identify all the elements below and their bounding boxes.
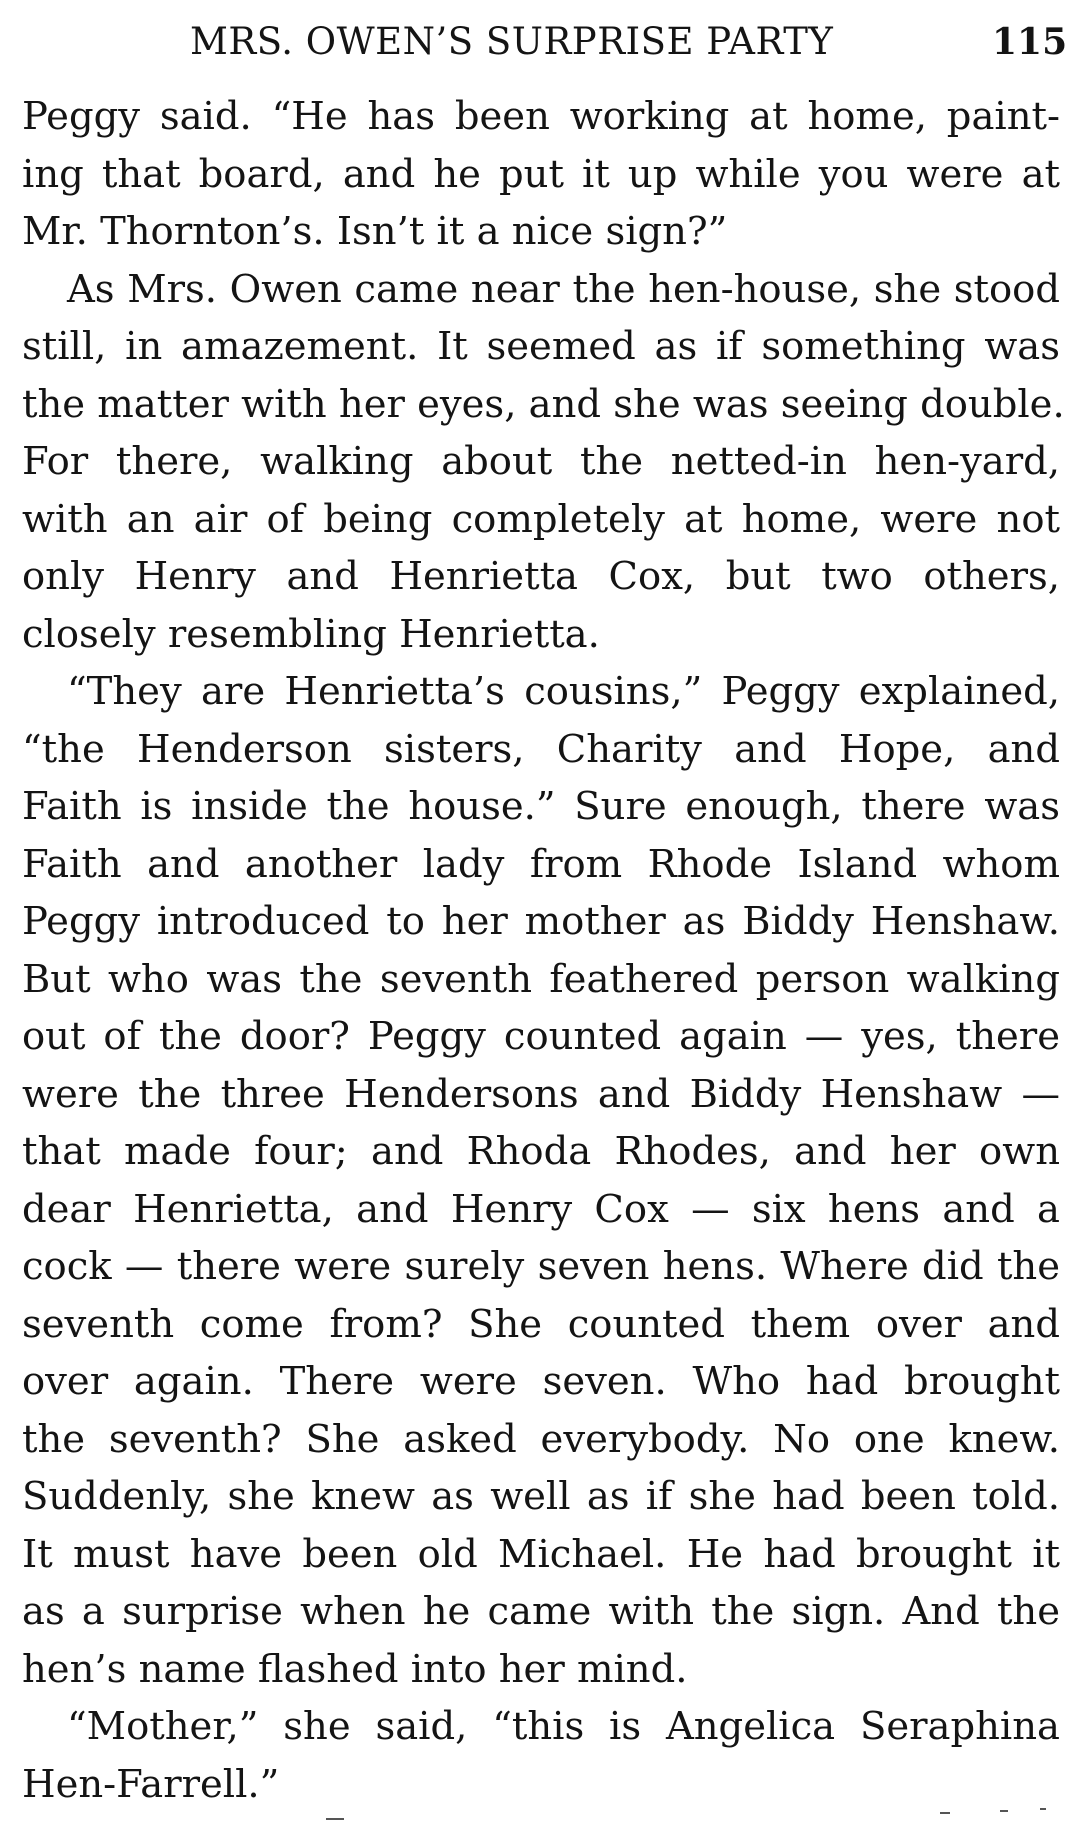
text-line: with an air of being completely at home, were not: [22, 496, 1060, 542]
text-line: But who was the seventh feathered person walking: [22, 956, 1060, 1002]
text-line: hen’s name flashed into her mind.: [22, 1646, 688, 1692]
text-line: that made four; and Rhoda Rhodes, and her own: [22, 1129, 1060, 1174]
text-line: Hen-Farrell.”: [22, 1761, 280, 1807]
text-line: Faith and another lady from Rhode Island whom: [22, 841, 1060, 887]
text-line: seventh come from? She counted them over and: [22, 1301, 1060, 1347]
running-title: MRS. OWEN’S SURPRISE PARTY: [190, 20, 834, 63]
text-line: only Henry and Henrietta Cox, but two others,: [22, 554, 1060, 599]
text-line: It must have been old Michael. He had brought it: [22, 1531, 1060, 1577]
text-line: Suddenly, she knew as well as if she had been told.: [22, 1474, 1060, 1519]
text-line: still, in amazement. It seemed as if something was: [22, 324, 1060, 369]
text-line: cock — there were surely seven hens. Where did the: [22, 1244, 1060, 1289]
print-speck: [1000, 1810, 1008, 1812]
text-line: Peggy introduced to her mother as Biddy Henshaw.: [22, 899, 1060, 944]
text-line: the seventh? She asked everybody. No one knew.: [22, 1416, 1060, 1462]
text-line: For there, walking about the netted-in hen-yard,: [22, 439, 1060, 484]
text-line: “the Henderson sisters, Charity and Hope, and: [22, 726, 1060, 772]
paragraph-first-line: “Mother,” she said, “this is Angelica Seraphina: [67, 1704, 1060, 1749]
text-line: the matter with her eyes, and she was seeing double.: [22, 381, 1065, 427]
text-line: ing that board, and he put it up while you were at: [22, 151, 1060, 197]
body-text: [22, 88, 1065, 1813]
page-number: 115: [992, 21, 1068, 63]
text-line: Mr. Thornton’s. Isn’t it a nice sign?”: [22, 209, 728, 254]
print-speck: [326, 1818, 344, 1820]
text-line: out of the door? Peggy counted again — yes, there: [22, 1014, 1060, 1059]
text-line: over again. There were seven. Who had brought: [22, 1359, 1060, 1404]
text-line: as a surprise when he came with the sign. And the: [22, 1589, 1060, 1634]
print-speck: [1040, 1808, 1046, 1810]
text-line: were the three Hendersons and Biddy Henshaw —: [22, 1071, 1060, 1117]
paragraph-first-line: “They are Henrietta’s cousins,” Peggy explained,: [67, 669, 1060, 714]
text-line: dear Henrietta, and Henry Cox — six hens and a: [22, 1186, 1060, 1232]
paragraph-first-line: As Mrs. Owen came near the hen-house, she stood: [67, 266, 1060, 312]
text-line: Faith is inside the house.” Sure enough, there was: [22, 784, 1060, 829]
paragraph-first-line: Peggy said. “He has been working at home, paint-: [22, 94, 1060, 139]
running-head: [0, 14, 1082, 70]
print-speck: [940, 1812, 950, 1814]
text-line: closely resembling Henrietta.: [22, 611, 600, 657]
